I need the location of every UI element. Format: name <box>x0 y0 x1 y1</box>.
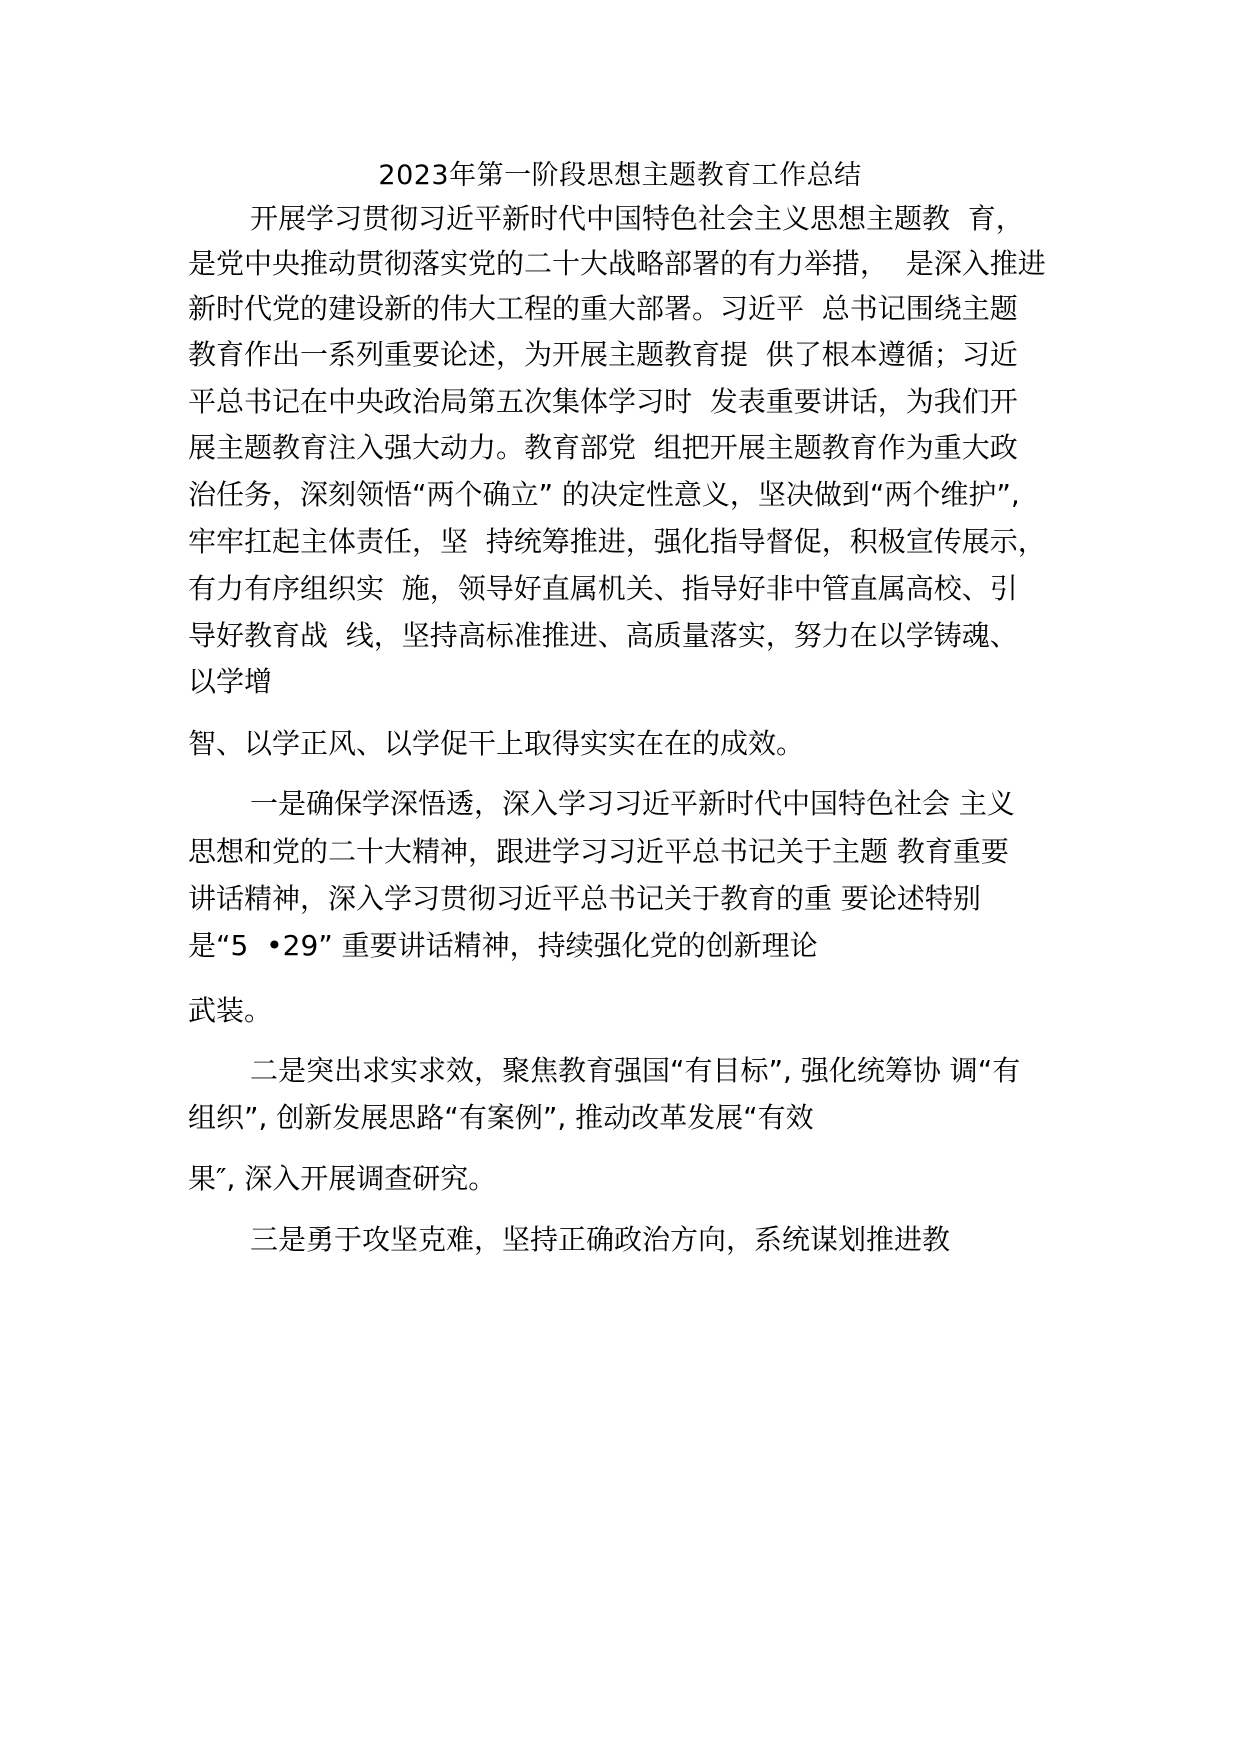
paragraph-line: 二是突出求实求效，聚焦教育强国“有目标”, 强化统筹协 调“有 <box>250 1054 1021 1087</box>
paragraph-line: 开展学习贯彻习近平新时代中国特色社会主义思想主题教 育， <box>250 202 1024 235</box>
paragraph-line: 组织”, 创新发展思路“有案例”, 推动改革发展“有效 <box>188 1101 814 1134</box>
paragraph-line: 是“5 •29” 重要讲话精神，持续强化党的创新理论 <box>188 929 818 962</box>
paragraph-line: 新时代党的建设新的伟大工程的重大部署。习近平 总书记围绕主题 <box>188 292 1018 325</box>
paragraph-line: 导好教育战 线，坚持高标准推进、高质量落实，努力在以学铸魂、 <box>188 619 1018 652</box>
paragraph-line: 牢牢扛起主体责任，坚 持统筹推进，强化指导督促，积极宣传展示， <box>188 525 1046 558</box>
paragraph-line: 讲话精神，深入学习贯彻习近平总书记关于教育的重 要论述特别 <box>188 882 981 915</box>
paragraph-line: 武装。 <box>188 994 273 1027</box>
paragraph-line: 思想和党的二十大精神，跟进学习习近平总书记关于主题 教育重要 <box>188 835 1009 868</box>
paragraph-line: 是党中央推动贯彻落实党的二十大战略部署的有力举措， 是深入推进 <box>188 247 1046 280</box>
paragraph-line: 果″, 深入开展调查研究。 <box>188 1162 497 1195</box>
paragraph-line: 展主题教育注入强大动力。教育部党 组把开展主题教育作为重大政 <box>188 431 1018 464</box>
paragraph-line: 智、以学正风、以学促干上取得实实在在的成效。 <box>188 727 805 760</box>
paragraph-line: 平总书记在中央政治局第五次集体学习时 发表重要讲话，为我们开 <box>188 385 1018 418</box>
paragraph-line: 治任务，深刻领悟“两个确立” 的决定性意义，坚决做到“两个维护”, <box>188 478 1020 511</box>
paragraph-line: 有力有序组织实 施，领导好直属机关、指导好非中管直属高校、引 <box>188 572 1018 605</box>
paragraph-line: 以学增 <box>188 665 273 698</box>
document-title: 2023年第一阶段思想主题教育工作总结 <box>378 160 862 191</box>
paragraph-line: 教育作出一系列重要论述，为开展主题教育提 供了根本遵循；习近 <box>188 338 1018 371</box>
paragraph-line: 一是确保学深悟透，深入学习习近平新时代中国特色社会 主义 <box>250 787 1015 820</box>
paragraph-line: 三是勇于攻坚克难，坚持正确政治方向，系统谋划推进教 <box>250 1223 951 1256</box>
